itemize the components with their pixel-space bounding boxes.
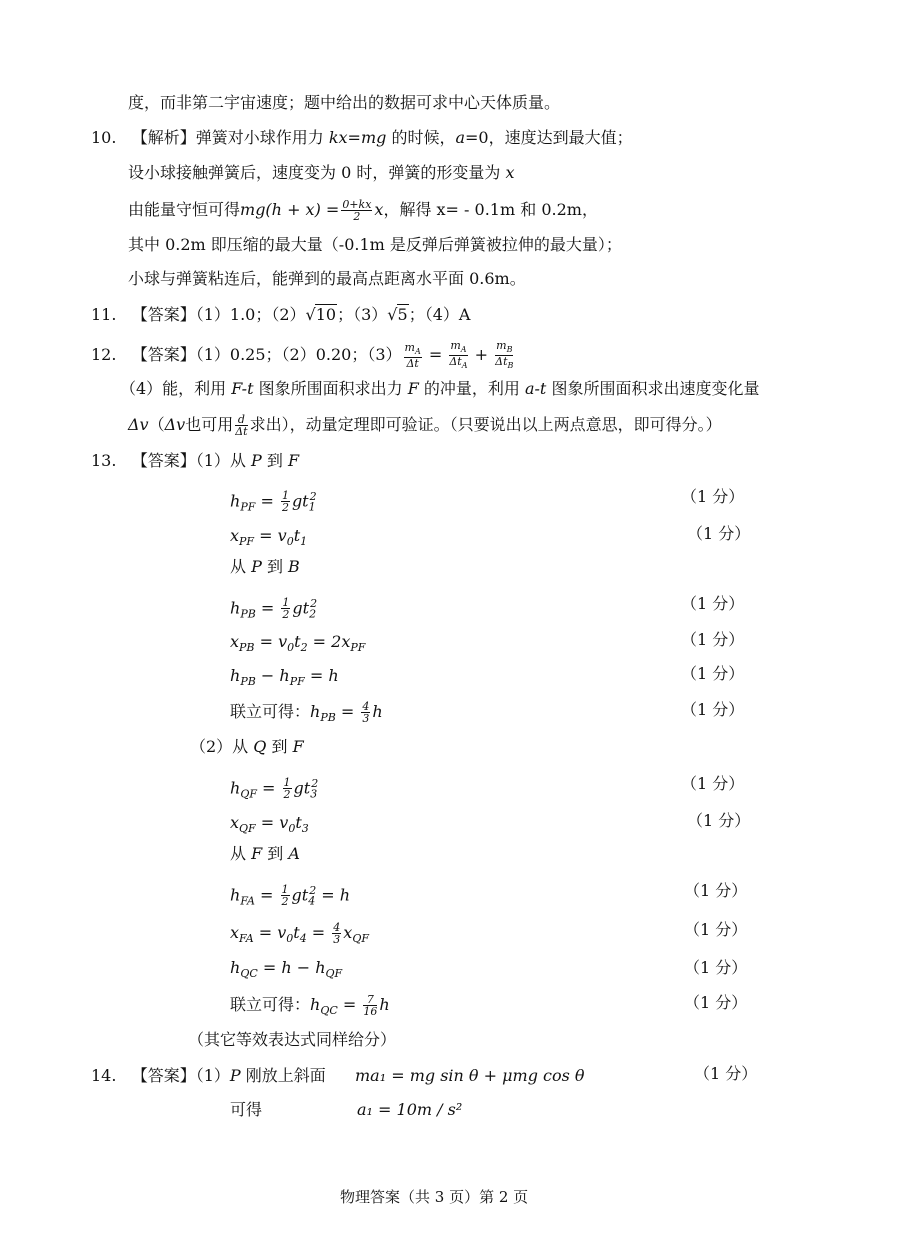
q14-eq-2: a₁ = 10m / s² — [357, 1100, 463, 1119]
q10-line-1: 10. 【解析】弹簧对小球作用力 kx=mg 的时候，a=0，速度达到最大值； — [91, 128, 633, 147]
equivalence-note: （其它等效表达式同样给分） — [188, 1030, 397, 1049]
eq-diff: $h_{PB} - h_{PF} = h$ — [230, 666, 339, 689]
score: （1 分） — [681, 487, 745, 506]
eq-result-hQC: 联立可得：$h_{QC}$ = $\frac{7}{16}$ h — [230, 993, 390, 1018]
score: （1 分） — [687, 524, 751, 543]
part-2-header: （2）从 Q 到 F — [190, 737, 304, 756]
eq-hQF: $h_{QF}$ = $\frac{1}{2}$ $gt_3^2$ — [230, 776, 319, 802]
continuation-line: 度，而非第二宇宙速度；题中给出的数据可求中心天体质量。 — [128, 93, 561, 112]
q14-line-1: 14. 【答案】（1）P 刚放上斜面 — [91, 1066, 326, 1085]
q10-line-5: 小球与弹簧粘连后，能弹到的最高点距离水平面 0.6m。 — [128, 269, 526, 288]
eq-xPB: $x_{PB} = v_0t_2 = 2x_{PF}$ — [230, 632, 366, 655]
score: （1 分） — [681, 594, 745, 613]
eq-hPB: $h_{PB}$ = $\frac{1}{2}$ $gt_2^2$ — [230, 596, 318, 622]
page-footer: 物理答案（共 3 页）第 2 页 — [340, 1188, 529, 1206]
score: （1 分） — [687, 811, 751, 830]
score: （1 分） — [681, 664, 745, 683]
eq-hPF: $h_{PF}$ = $\frac{1}{2}$ $gt_1^2$ — [230, 489, 317, 515]
eq-xPF: $x_{PF} = v_0t_1$ — [230, 526, 308, 549]
q14-kede: 可得 — [230, 1100, 263, 1119]
eq-result-hPB: 联立可得：$h_{PB}$ = $\frac{4}{3}$ h — [230, 700, 383, 725]
score: （1 分） — [681, 700, 745, 719]
eq-xFA: $x_{FA} = v_0t_4$ = $\frac{4}{3}$ $x_{QF}$ — [230, 921, 369, 946]
q14-eq-1: ma₁ = mg sin θ + μmg cos θ — [355, 1066, 585, 1085]
question-number: 10. — [91, 128, 117, 147]
q12-line-2: （4）能，利用 F-t 图象所围面积求出力 F 的冲量，利用 a-t 图象所围面积求出速度变化量 — [120, 379, 760, 398]
score: （1 分） — [681, 630, 745, 649]
q12-line-3: Δv（Δv也可用 $\frac{d}{\Delta t}$ 求出），动量定理即可验证。（只要说出以上两点意思，即可得分。） — [128, 413, 722, 438]
eq-xQF: $x_{QF} = v_0t_3$ — [230, 813, 309, 836]
score: （1 分） — [694, 1064, 758, 1083]
from-F-to-A: 从 F 到 A — [230, 844, 300, 863]
eq-hQC: $h_{QC} = h - h_{QF}$ — [230, 958, 343, 981]
score: （1 分） — [684, 920, 748, 939]
q10-line-3: 由能量守恒可得mg(h + x) = $\frac{0+kx}{2}$ x，解得 x= - 0.1m 和 0.2m， — [128, 198, 598, 223]
score: （1 分） — [684, 958, 748, 977]
score: （1 分） — [684, 993, 748, 1012]
from-P-to-B: 从 P 到 B — [230, 557, 300, 576]
q13-header: 13. 【答案】（1）从 P 到 F — [91, 451, 300, 470]
q10-line-2: 设小球接触弹簧后，速度变为 0 时，弹簧的形变量为 x — [128, 163, 515, 182]
score: （1 分） — [681, 774, 745, 793]
q10-line-4: 其中 0.2m 即压缩的最大量（-0.1m 是反弹后弹簧被拉伸的最大量）； — [128, 235, 622, 254]
q11-line: 11. 【答案】（1）1.0；（2）√10；（3）√5；（4）A — [91, 305, 471, 324]
analysis-tag: 【解析】 — [131, 128, 196, 147]
q12-line-1: 12. 【答案】（1）0.25；（2）0.20；（3） $\frac{m_A}{\Delta t}$ = $m_A$ $\Delta t_A$ + $m_B$ $\Delta t_B$ — [91, 339, 514, 371]
eq-hFA: $h_{FA}$ = $\frac{1}{2}$ $gt_4^2 = h$ — [230, 883, 351, 909]
score: （1 分） — [684, 881, 748, 900]
